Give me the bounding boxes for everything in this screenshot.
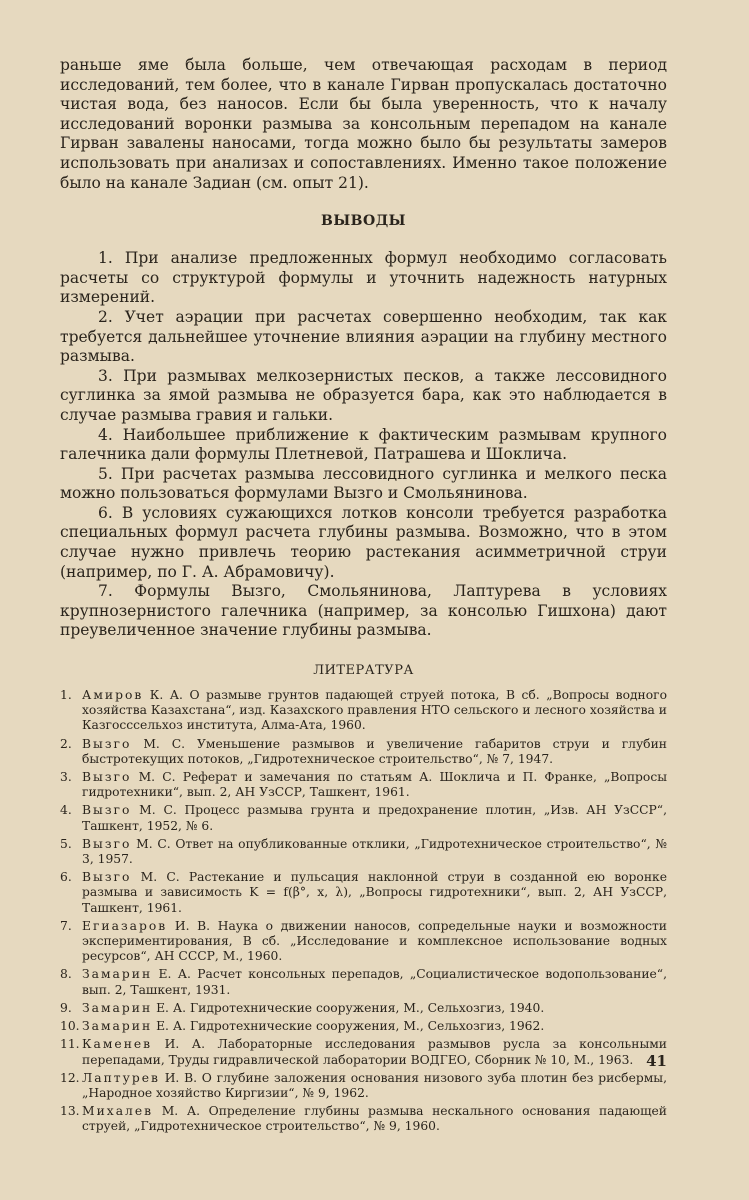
intro-paragraph: раньше яме была больше, чем отвечающая расходам в период исследований, тем более, что в канале Гирван пропускалась достаточно чистая вода, без наносов. Если бы была уверенность, что к началу исследований воронки размыва за консольным перепадом на канале Гирван завалены наносами, тогда можно было бы результаты замеров использовать при анализах и сопоставлениях. Именно такое положение было на канале Задиан (см. опыт 21).	[60, 56, 667, 192]
reference-author: Вызго	[82, 803, 132, 818]
reference-number: 6.	[60, 870, 72, 885]
conclusion-item: 2. Учет аэрации при расчетах совершенно необходим, так как требуется дальнейшее уточнение влияния аэрации на глубину местного размыва.	[60, 307, 667, 366]
reference-text: М. С. Растекание и пульсация наклонной струи в созданной ею воронке размыва и зависимость K = f(β°, x, λ), „Вопросы гидротехники“, вып. 2, АН УзССР, Ташкент, 1961.	[82, 870, 667, 915]
reference-number: 3.	[60, 770, 72, 785]
reference-item	[60, 967, 667, 997]
reference-text: М. С. Уменьшение размывов и увеличение габаритов струи и глубин быстротекущих потоков, „Гидротехническое строительство“, № 7, 1947.	[82, 736, 667, 766]
reference-text: И. В. О глубине заложения основания низового зуба плотин без рисбермы, „Народное хозяйство Киргизии“, № 9, 1962.	[82, 1070, 667, 1100]
reference-item	[60, 837, 667, 867]
reference-item	[60, 770, 667, 800]
reference-text: М. С. Процесс размыва грунта и предохранение плотин, „Изв. АН УзССР“, Ташкент, 1952, № 6.	[82, 803, 667, 833]
reference-author: Вызго	[82, 836, 132, 851]
reference-item	[60, 1019, 667, 1034]
reference-number: 12.	[60, 1070, 80, 1085]
page-number: 41	[646, 1052, 667, 1070]
reference-item	[60, 803, 667, 833]
reference-number: 2.	[60, 736, 72, 751]
reference-item	[60, 1037, 667, 1067]
conclusions-list	[60, 249, 667, 641]
conclusion-item: 7. Формулы Вызго, Смольянинова, Лаптурева в условиях крупнозернистого галечника (например, за консолью Гишхона) дают преувеличенное значение глубины размыва.	[60, 582, 667, 640]
reference-author: Лаптурев	[82, 1070, 160, 1085]
reference-item	[60, 919, 667, 965]
reference-author: Замарин	[82, 1000, 153, 1015]
reference-item	[60, 1104, 667, 1134]
reference-number: 8.	[60, 967, 72, 982]
reference-text: М. А. Определение глубины размыва нескального основания падающей струей, „Гидротехническое строительство“, № 9, 1960.	[82, 1104, 667, 1134]
reference-item	[60, 688, 667, 734]
reference-item	[60, 1071, 667, 1101]
reference-number: 11.	[60, 1037, 80, 1052]
reference-author: Замарин	[82, 967, 153, 982]
reference-number: 7.	[60, 918, 72, 933]
reference-item	[60, 1001, 667, 1016]
reference-text: Е. А. Гидротехнические сооружения, М., Сельхозгиз, 1940.	[156, 1000, 545, 1015]
reference-text: М. С. Реферат и замечания по статьям А. Шоклича и П. Франке, „Вопросы гидротехники“, вып. 2, АН УзССР, Ташкент, 1961.	[82, 770, 667, 800]
reference-number: 10.	[60, 1019, 80, 1034]
reference-author: Вызго	[82, 770, 132, 785]
reference-author: Вызго	[82, 736, 132, 751]
reference-item	[60, 870, 667, 916]
reference-number: 9.	[60, 1000, 72, 1015]
reference-text: И. В. Наука о движении наносов, сопредельные науки и возможности экспериментирования, В сб. „Исследование и комплексное использование водных ресурсов“, АН СССР, М., 1960.	[82, 918, 667, 964]
reference-number: 5.	[60, 836, 72, 851]
reference-number: 4.	[60, 803, 72, 818]
reference-text: Е. А. Гидротехнические сооружения, М., Сельхозгиз, 1962.	[156, 1019, 545, 1034]
reference-text: И. А. Лабораторные исследования размывов русла за консольными перепадами, Труды гидравлической лаборатории ВОДГЕО, Сборник № 10, М., 1963.	[82, 1037, 667, 1067]
conclusion-item: 3. При размывах мелкозернистых песков, а также лессовидного суглинка за ямой размыва не образуется бара, как это наблюдается в случае размыва гравия и гальки.	[60, 366, 667, 424]
reference-author: Каменев	[82, 1037, 153, 1052]
reference-list	[60, 688, 667, 1134]
reference-number: 13.	[60, 1104, 80, 1119]
conclusion-item: 5. При расчетах размыва лессовидного суглинка и мелкого песка можно пользоваться формулами Вызго и Смольянинова.	[60, 464, 667, 503]
reference-text: К. А. О размыве грунтов падающей струей потока, В сб. „Вопросы водного хозяйства Казахстана“, изд. Казахского правления НТО сельского и лесного хозяйства и Казгосссельхоз института, Алма-Ата, 1960.	[82, 688, 667, 733]
reference-text: М. С. Ответ на опубликованные отклики, „Гидротехническое строительство“, № 3, 1957.	[82, 836, 667, 867]
conclusion-item: 6. В условиях сужающихся лотков консоли требуется разработка специальных формул расчета глубины размыва. Возможно, что в этом случае нужно привлечь теорию растекания асимметричной струи (например, по Г. А. Абрамовичу).	[60, 503, 667, 581]
reference-number: 1.	[60, 688, 72, 703]
conclusion-item: 4. Наибольшее приближение к фактическим размывам крупного галечника дали формулы Плетневой, Патрашева и Шоклича.	[60, 425, 667, 464]
reference-text: Е. А. Расчет консольных перепадов, „Социалистическое водопользование“, вып. 2, Ташкент, 1931.	[82, 967, 667, 997]
reference-author: Егиазаров	[82, 918, 168, 933]
conclusions-heading: ВЫВОДЫ	[321, 213, 406, 230]
reference-author: Амиров	[82, 688, 144, 703]
reference-author: Вызго	[82, 870, 132, 885]
reference-item	[60, 737, 667, 767]
literature-heading: ЛИТЕРАТУРА	[313, 663, 414, 679]
reference-author: Замарин	[82, 1019, 153, 1034]
reference-author: Михалев	[82, 1104, 154, 1119]
conclusion-item: 1. При анализе предложенных формул необходимо согласовать расчеты со структурой формулы и уточнить надежность натурных измерений.	[60, 249, 667, 307]
